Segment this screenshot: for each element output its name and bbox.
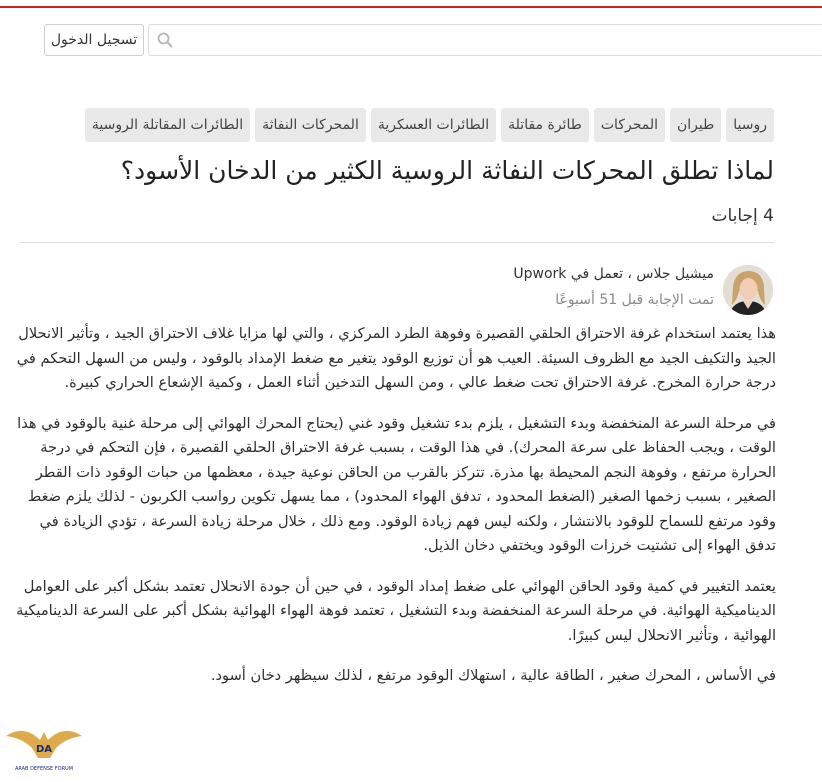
watermark-caption: ARAB DEFENSE FORUM xyxy=(14,766,74,772)
answer-paragraph: هذا يعتمد استخدام غرفة الاحتراق الحلقي القصيرة وفوهة الطرد المركزي ، والتي لها مزايا غلاف الاحتراق الجيد ، وتأثير الانحلال الجيد والتكيف الجيد مع الظروف السيئة. العيب هو أن توزيع الوقود يتغير مع ضغط الإمداد بالوقود ، وليس من السهل التحكم في درجة حرارة المخرج. غرفة الاحتراق تحت ضغط عالي ، ومن السهل التدخين أثناء العمل ، وكمية الإشعاع الحراري كبيرة. xyxy=(16,325,776,391)
question-title: لماذا تطلق المحركات النفاثة الروسية الكثير من الدخان الأسود؟ xyxy=(120,156,774,185)
header xyxy=(0,22,822,60)
eagle-logo-icon xyxy=(4,718,84,768)
watermark-logo xyxy=(4,718,84,780)
top-accent-rule xyxy=(0,6,822,8)
search-box[interactable] xyxy=(148,24,822,56)
tag-aviation[interactable]: طيران xyxy=(670,108,721,142)
tag-military-aircraft[interactable]: الطائرات العسكرية xyxy=(371,108,496,142)
author-name[interactable]: ميشيل جلاس ، تعمل في Upwork xyxy=(513,266,714,282)
search-icon xyxy=(157,32,173,48)
answer-body xyxy=(16,322,776,705)
tag-engines[interactable]: المحركات xyxy=(594,108,665,142)
tag-fighter-aircraft[interactable]: طائرة مقاتلة xyxy=(501,108,589,142)
tag-jet-engines[interactable]: المحركات النفاثة xyxy=(255,108,366,142)
svg-text:DA: DA xyxy=(35,744,53,755)
answer-timestamp[interactable]: تمت الإجابة قبل 51 أسبوعًا xyxy=(555,292,714,308)
search-input[interactable] xyxy=(181,29,805,53)
divider xyxy=(20,242,774,243)
answers-count: 4 إجابات xyxy=(711,206,774,226)
answer-paragraph: في مرحلة السرعة المنخفضة وبدء التشغيل ، يلزم بدء تشغيل وقود غني (يحتاج المحرك الهوائي إلى مرحلة غنية بالوقود في هذا الوقت ، ويجب الحفاظ على سرعة المحرك). في هذا الوقت ، بسبب غرفة الاحتراق الحلقي القصيرة ، فإن التحكم في درجة الحرارة مرتفع ، وفوهة النجم المحيطة بها مذرة. تتركز بالقرب من الحاقن نوعية جيدة ، معظمها من حبات الوقود ذات القطر الصغير ، بسبب زخمها الصغير (الضغط المحدود ، تدفق الهواء المحدود) ، مما يسهل تكوين رواسب الكربون - لذلك يلزم ضغط وقود مرتفع للسماح للوقود بالانتشار ، ولكنه ليس فهم زيادة الوقود. ومع ذلك ، خلال مرحلة زيادة السرعة ، تؤدي الزيادة في تدفق الهواء إلى تشتيت خرزات الوقود ويختفي دخان الذيل. xyxy=(17,414,776,554)
login-button[interactable]: تسجيل الدخول xyxy=(44,24,144,56)
answer-paragraph: يعتمد التغيير في كمية وقود الحاقن الهوائي على ضغط إمداد الوقود ، في حين أن جودة الانحلال تعتمد بشكل أكبر على العوامل الديناميكية الهوائية. في مرحلة السرعة المنخفضة وبدء التشغيل ، تعتمد فوهة الهواء الهوائية بشكل أكبر على السرعة الديناميكية الهوائية ، وتأثير الانحلال ليس كبيرًا. xyxy=(16,577,776,644)
topic-tags xyxy=(85,108,774,142)
author-avatar[interactable] xyxy=(723,265,773,315)
tag-russian-fighters[interactable]: الطائرات المقاتلة الروسية xyxy=(85,108,250,142)
avatar-image xyxy=(723,265,773,315)
tag-russia[interactable]: روسيا xyxy=(726,108,774,142)
answer-paragraph: في الأساس ، المحرك صغير ، الطاقة عالية ، استهلاك الوقود مرتفع ، لذلك سيظهر دخان أسود. xyxy=(210,667,776,684)
